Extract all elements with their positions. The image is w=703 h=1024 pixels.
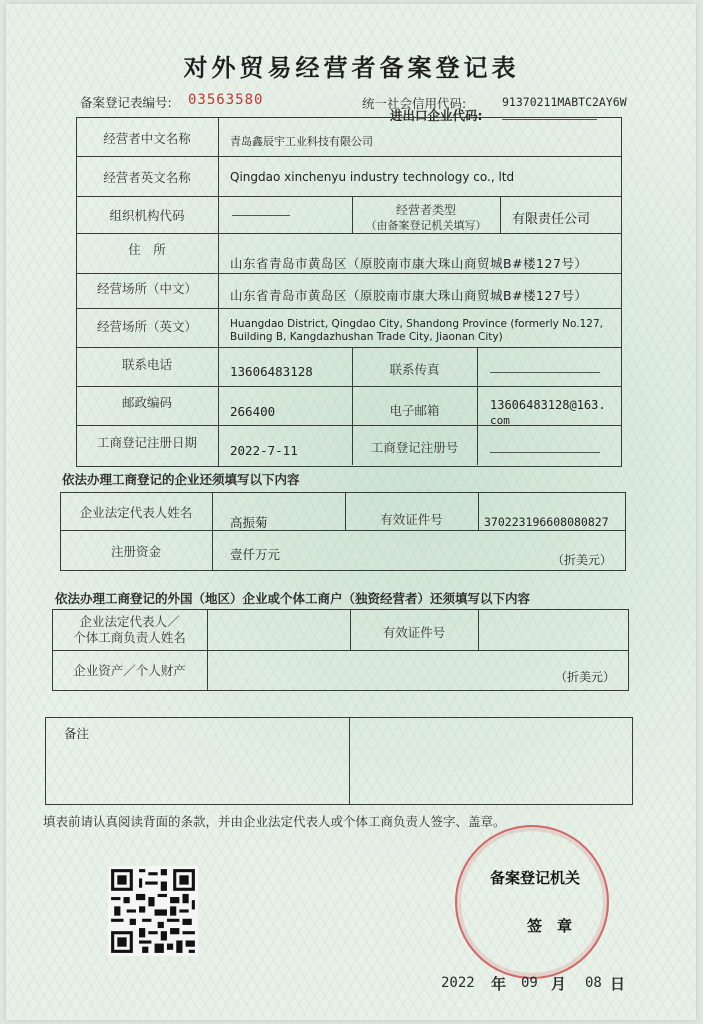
postal-label: 邮政编码 [121,395,172,410]
qr-code-icon [108,866,198,956]
fax-label: 联系传真 [389,362,440,377]
rep-label-line1: 企业法定代表人／ [79,614,180,629]
fax-line [490,372,600,373]
date-year: 2022 [441,975,475,991]
remarks-label: 备注 [64,726,90,741]
id-no: 370223196608080827 [484,515,609,529]
type-label-2: （由备案登记机关填写） [365,219,487,232]
section2-heading: 依法办理工商登记的企业还须填写以下内容 [62,472,300,487]
footer-note: 填表前请认真阅读背面的条款，并由企业法定代表人或个体工商负责人签字、盖章。 [43,814,506,829]
place-en-line2: Building B, Kangdazhushan Trade City, Jiaonan City) [230,331,503,343]
reg-no-label: 工商登记注册号 [370,440,459,455]
email-line2: com [490,414,510,427]
email-label: 电子邮箱 [389,403,440,418]
record-no-label: 备案登记表编号: [80,95,172,110]
reg-date-label: 工商登记注册日期 [96,435,197,450]
authority-label: 备案登记机关 [490,869,581,887]
reg-date: 2022-7-11 [230,443,298,458]
phone: 13606483128 [230,364,313,379]
reg-no-line [490,452,600,453]
postal: 266400 [230,404,276,419]
assets-label: 企业资产／个人财产 [73,663,186,678]
rep-label-line2: 个体工商负责人姓名 [73,630,186,645]
email-line1: 13606483128@163. [490,398,606,412]
address-label: 住 所 [128,242,166,257]
ie-code-label: 进出口企业代码: [390,108,483,123]
date-year-label: 年 [491,975,507,993]
phone-label: 联系电话 [121,357,172,372]
cn-name: 青岛鑫辰宇工业科技有限公司 [230,135,373,148]
assets-usd-note: （折美元） [555,670,616,684]
address: 山东省青岛市黄岛区（原胶南市康大珠山商贸城B#楼127号） [230,256,588,271]
cn-name-label: 经营者中文名称 [103,131,191,146]
org-code-line [232,215,290,216]
type-label-1: 经营者类型 [395,203,456,217]
date-month-label: 月 [551,975,567,993]
id-label: 有效证件号 [380,512,443,527]
date-day: 08 [585,975,602,991]
place-cn-label: 经营场所（中文） [96,281,197,296]
date-month: 09 [521,975,538,991]
capital-label: 注册资金 [110,544,161,559]
org-code-label: 组织机构代码 [109,208,185,223]
credit-code-label: 统一社会信用代码: [362,96,467,111]
section3-heading: 依法办理工商登记的外国（地区）企业或个体工商户（独资经营者）还须填写以下内容 [55,591,531,606]
place-cn: 山东省青岛市黄岛区（原胶南市康大珠山商贸城B#楼127号） [230,288,588,303]
legal-rep: 高振菊 [230,515,268,530]
credit-code: 91370211MABTC2AY6W [502,95,627,109]
date-day-label: 日 [610,975,626,993]
seal-label: 签 章 [527,917,573,935]
place-en-label: 经营场所（英文） [96,319,197,334]
en-name: Qingdao xinchenyu industry technology co., ltd [230,170,515,184]
record-no: 03563580 [188,92,264,108]
remarks-box [45,717,633,805]
capital-usd-note: （折美元） [552,553,613,567]
place-en-line1: Huangdao District, Qingdao City, Shandong Province (formerly No.127, [230,318,603,330]
official-seal-icon [455,825,609,979]
legal-rep-label: 企业法定代表人姓名 [79,505,193,520]
capital: 壹仟万元 [230,547,281,562]
id-label-s3: 有效证件号 [382,625,446,640]
en-name-label: 经营者英文名称 [103,170,191,185]
type-value: 有限责任公司 [512,212,591,227]
document-title: 对外贸易经营者备案登记表 [183,54,520,82]
